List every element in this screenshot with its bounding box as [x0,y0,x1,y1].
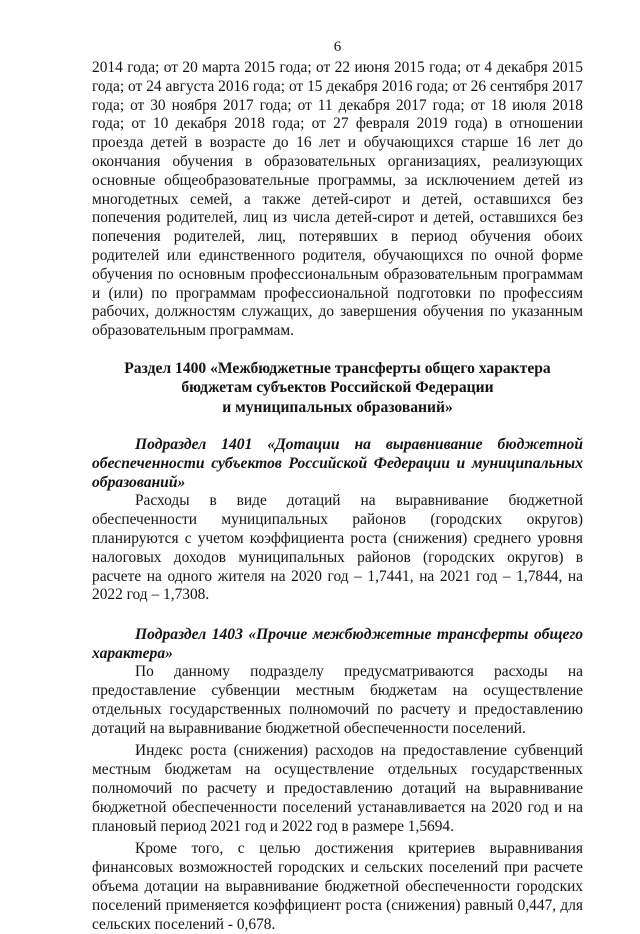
page-number: 6 [333,39,342,55]
document-page [92,38,583,934]
subsection-1403-paragraph-2: Индекс роста (снижения) расходов на предоставление субвенций местным бюджетам на осуществление отдельных государственных полномочий по расчету и предоставлению дотаций на выравнивание бюджетной обеспеченности поселений устанавливается на 2020 год и на плановый период 2021 год и 2022 год в размере 1,5694. [92,742,583,835]
section-gap [92,605,583,625]
subsection-1403-paragraph-1: По данному подразделу предусматриваются расходы на предоставление субвенции местным бюджетам на осуществление отдельных государственных полномочий по расчету и предоставлению дотаций на выравнивание бюджетной обеспеченности поселений. [92,663,583,737]
section-1400-title-line-2: бюджетам субъектов Российской Федерации [181,379,494,397]
section-1400-heading [92,359,583,418]
section-1400-title-line-1: Раздел 1400 «Межбюджетные трансферты общего характера [124,359,551,377]
subsection-1401-heading: Подраздел 1401 «Дотации на выравнивание бюджетной обеспеченности субъектов Российской Федерации и муниципальных образований» [92,436,583,492]
section-1400-title-line-3: и муниципальных образований» [222,398,453,416]
subsection-1403-heading: Подраздел 1403 «Прочие межбюджетные трансферты общего характера» [92,626,583,663]
subsection-1401-paragraph: Расходы в виде дотаций на выравнивание бюджетной обеспеченности муниципальных районов (городских округов) планируются с учетом коэффициента роста (снижения) среднего уровня налоговых доходов муниципальных районов (городских округов) в расчете на одного жителя на 2020 год – 1,7441, на 2021 год – 1,7844, на 2022 год – 1,7308. [92,492,583,604]
intro-paragraph: 2014 года; от 20 марта 2015 года; от 22 июня 2015 года; от 4 декабря 2015 года; от 24 августа 2016 года; от 15 декабря 2016 года; от 26 сентября 2017 года; от 30 ноября 2017 года; от 11 декабря 2017 года; от 18 июля 2018 года; от 10 декабря 2018 года; от 27 февраля 2019 года) в отношении проезда детей в возрасте до 16 лет и обучающихся старше 16 лет до окончания обучения в образовательных организациях, реализующих основные общеобразовательные программы, за исключением детей из многодетных семей, а также детей-сирот и детей, оставшихся без попечения родителей, лиц из числа детей-сирот и детей, оставшихся без попечения родителей, лиц, потерявших в период обучения обоих родителей или единственного родителя, обучающихся по очной форме обучения по основным профессиональным образовательным программам и (или) по программам профессиональной подготовки по профессиям рабочих, должностям служащих, до завершения обучения по указанным образовательным программам. [92,59,583,340]
subsection-1403-paragraph-3: Кроме того, с целью достижения критериев выравнивания финансовых возможностей городских и сельских поселений при расчете объема дотации на выравнивание бюджетной обеспеченности городских поселений применяется коэффициент роста (снижения) равный 0,447, для сельских поселений - 0,678. [92,840,583,933]
